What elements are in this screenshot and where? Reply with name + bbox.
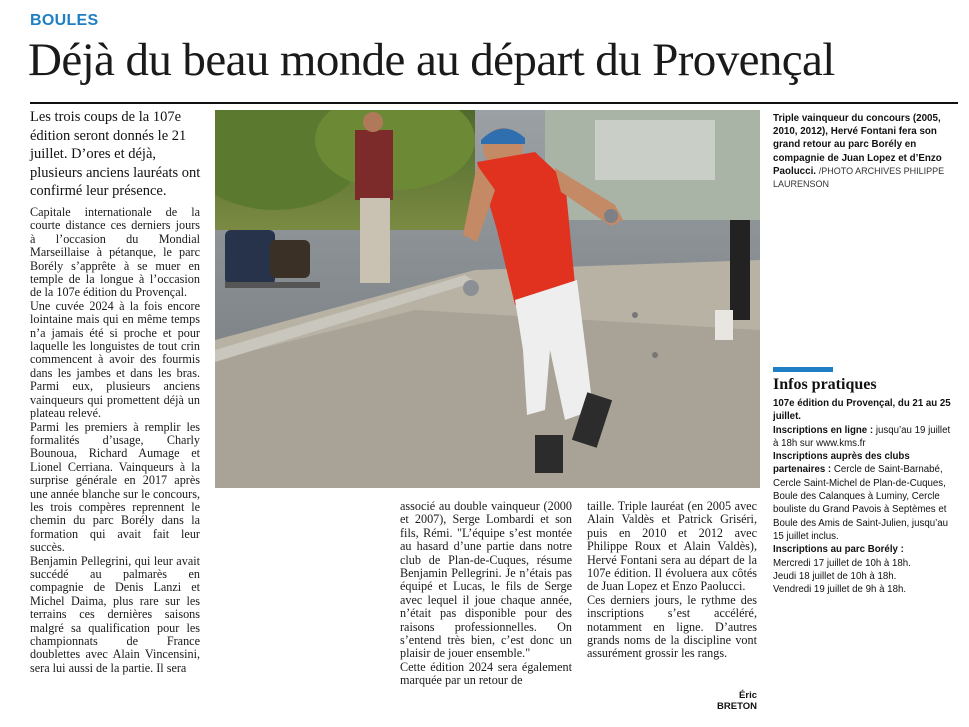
infos-accent-bar bbox=[773, 367, 833, 372]
infos-box bbox=[773, 397, 958, 596]
chapo: Les trois coups de la 107e édition seront donnés le 21 juillet. D’ores et déjà, plusieurs anciens lauréats ont confirmé leur présence. bbox=[30, 109, 201, 199]
infos-edition: 107e édition du Provençal, du 21 au 25 juillet. bbox=[773, 398, 951, 423]
infos-online-label: Inscriptions en ligne : bbox=[773, 424, 874, 436]
headline-rule bbox=[30, 102, 958, 104]
body-paragraph: Cette édition 2024 sera également marquée par un retour de bbox=[400, 659, 572, 688]
infos-park-date: Jeudi 18 juillet de 10h à 18h. bbox=[773, 570, 897, 582]
infos-park-date: Mercredi 17 juillet de 10h à 18h. bbox=[773, 557, 911, 569]
byline: Éric BRETON bbox=[717, 690, 757, 712]
body-paragraph: taille. Triple lauréat (en 2005 avec Alain Valdès et Patrick Griséri, puis en 2010 et 2012 avec Philippe Roux et Alain Valdès), Hervé Fontani sera au départ de la 107e édition. Il évoluera aux côtés de Juan Lopez et Enzo Paolucci. bbox=[587, 499, 757, 594]
body-paragraph: associé au double vainqueur (2000 et 2007), Serge Lombardi et son fils, Rémi. "L’équipe s’est montée au hasard d’une partie dans notre club de Plan-de-Cuques, résume Benjamin Pellegrini. Je n’étais pas équipé et Lucas, le fils de Serge avec lequel il joue chaque année, n’était pas disponible pour des raisons professionnelles. On s’entend très bien, c’est donc un plaisir de jouer ensemble." bbox=[400, 499, 572, 661]
caption-text: Triple vainqueur du concours (2005, 2010, 2012), Hervé Fontani fera son grand retour au parc Borély en compagnie de Juan Lopez et d’Enzo Paolucci. bbox=[773, 113, 942, 177]
photo-caption bbox=[773, 112, 953, 191]
photo-credit: /PHOTO ARCHIVES PHILIPPE LAURENSON bbox=[773, 165, 945, 190]
headline: Déjà du beau monde au départ du Provençal bbox=[28, 34, 835, 86]
infos-clubs-label: Inscriptions auprès des clubs partenaires : bbox=[773, 451, 910, 476]
body-column-1 bbox=[30, 206, 200, 675]
infos-online-text: jusqu’au 19 juillet à 18h sur www.kms.fr bbox=[773, 424, 951, 449]
body-paragraph: Parmi les premiers à remplir les formalités d’usage, Charly Bounoua, Richard Aumage et Lionel Cerriana. Vainqueurs à la surprise générale en 2017 après une année blanche sur le concours, les trois compères reprennent le chemin du parc Borély dans la formation qui avait fait leur succès. bbox=[30, 419, 200, 555]
body-column-2 bbox=[400, 500, 572, 688]
body-paragraph: Une cuvée 2024 à la fois encore lointaine mais qui en même temps n’a jamais été si proche et pour laquelle les longuistes de tout crin commencent à avoir des fourmis dans les jambes et dans les bras. Parmi eux, plusieurs anciens vainqueurs qui promettent déjà un plateau relevé. bbox=[30, 298, 200, 421]
article-photo bbox=[215, 110, 760, 488]
body-paragraph: Benjamin Pellegrini, qui leur avait succédé au palmarès en compagnie de Denis Lanzi et Michel Daima, plus rare sur les terrains ces dernières saisons malgré sa qualification pour les championnats de France doublettes avec Alain Vincensini, sera lui aussi de la partie. Il sera bbox=[30, 553, 200, 675]
infos-park-date: Vendredi 19 juillet de 9h à 18h. bbox=[773, 584, 907, 596]
body-column-3 bbox=[587, 500, 757, 661]
section-rubric: BOULES bbox=[30, 12, 99, 29]
infos-title: Infos pratiques bbox=[773, 376, 877, 393]
infos-park-label: Inscriptions au parc Borély : bbox=[773, 544, 904, 556]
infos-clubs-text: Cercle de Saint-Barnabé, Cercle Saint-Michel de Plan-de-Cuques, Boule des Calanques à Luminy, Cercle bouliste du Grand Pavois à Septèmes et Boule des Amis de Saint-Julien, jusqu’au 15 juillet inclus. bbox=[773, 464, 949, 542]
body-paragraph: Ces derniers jours, le rythme des inscriptions s’est accéléré, notamment en ligne. D’autres grands noms de la discipline vont assurément grossir les rangs. bbox=[587, 592, 757, 661]
body-paragraph: Capitale internationale de la courte distance ces derniers jours à l’occasion du Mondial Marseillaise à pétanque, le parc Borély s’apprête à se muer en temple de la longue à l’occasion de la 107e édition du Provençal. bbox=[30, 205, 200, 300]
